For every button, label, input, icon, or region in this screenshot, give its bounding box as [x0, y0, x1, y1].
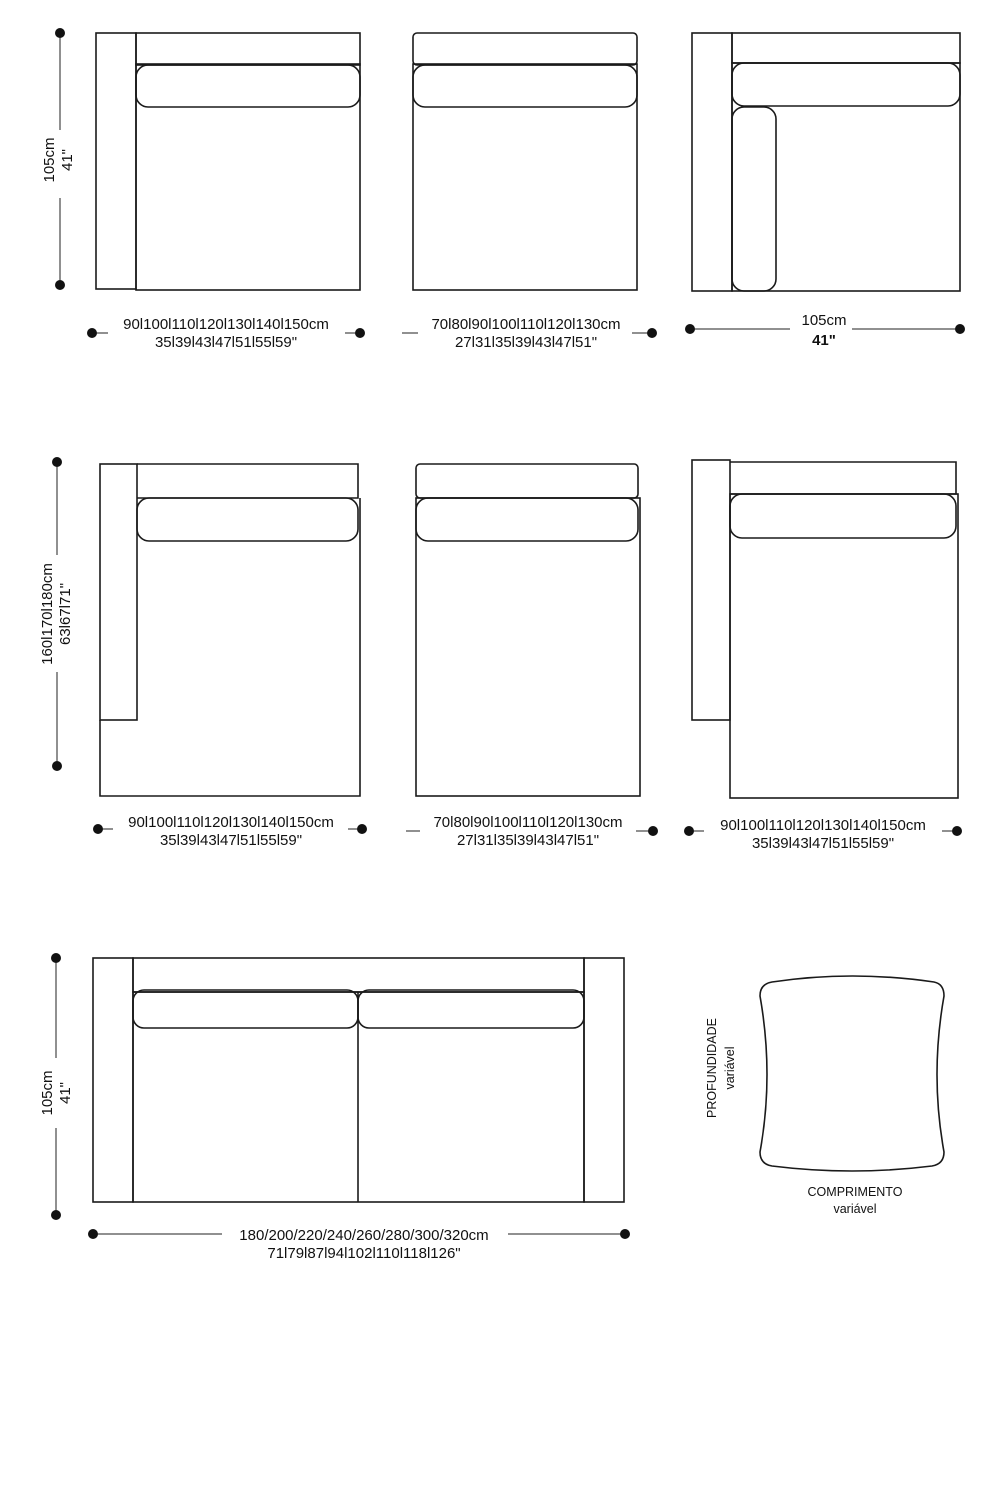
- length-label: COMPRIMENTO: [807, 1185, 903, 1199]
- width-dimension-5: [406, 814, 658, 849]
- back-cushion: [730, 494, 956, 538]
- seat-frame: [413, 64, 637, 290]
- seat-frame: [732, 63, 960, 291]
- module-pouf: [705, 976, 944, 1216]
- height-cm-label: 105cm: [39, 1070, 56, 1116]
- width-dimension-2: [402, 316, 657, 351]
- back-cushion: [732, 63, 960, 106]
- width-in-label: 35l39l43l47l51l55l59": [751, 835, 895, 852]
- height-in-label: 41": [57, 1081, 74, 1105]
- side-back: [692, 33, 732, 291]
- backrest: [133, 958, 584, 992]
- width-cm-label: 90l100l110l120l130l140l150cm: [123, 316, 329, 333]
- armrest: [692, 460, 730, 720]
- height-dimension-1: [41, 28, 76, 290]
- width-in-label: 35l39l43l47l51l55l59": [154, 334, 298, 351]
- depth-label: PROFUNDIDADE: [705, 1017, 719, 1119]
- backrest: [730, 462, 956, 494]
- chaise-frame: [416, 498, 640, 796]
- height-dimension-4: [39, 457, 74, 771]
- module-right-chaise: [692, 460, 958, 798]
- height-dimension-7: [39, 953, 74, 1220]
- width-dimension-3: [685, 312, 965, 349]
- module-corner: [692, 33, 960, 291]
- width-in-label: 35l39l43l47l51l55l59": [159, 832, 303, 849]
- height-cm-label: 105cm: [41, 137, 58, 183]
- height-in-label: 41": [59, 148, 76, 172]
- pouf-outline: [760, 976, 944, 1171]
- back-cushion-left: [133, 990, 358, 1028]
- width-cm-label: 70l80l90l100l110l120l130cm: [431, 316, 621, 333]
- width-dimension-7: [88, 1227, 630, 1262]
- module-left-arm: [96, 33, 360, 290]
- width-cm-label: 180/200/220/240/260/280/300/320cm: [239, 1227, 489, 1244]
- width-dimension-6: [684, 817, 962, 852]
- backrest: [732, 33, 960, 63]
- width-in-label: 27l31l35l39l43l47l51": [454, 334, 598, 351]
- module-left-chaise: [100, 464, 360, 796]
- module-sofa: [93, 958, 624, 1202]
- back-cushion: [136, 65, 360, 107]
- width-cm-label: 90l100l110l120l130l140l150cm: [720, 817, 926, 834]
- length-value: variável: [833, 1202, 877, 1216]
- back-cushion-right: [358, 990, 584, 1028]
- height-in-label: 63l67l71": [57, 582, 74, 646]
- width-in-label: 41": [812, 332, 836, 349]
- depth-value: variável: [723, 1046, 737, 1090]
- width-cm-label: 70l80l90l100l110l120l130cm: [433, 814, 623, 831]
- side-cushion: [732, 107, 776, 291]
- backrest: [416, 464, 638, 498]
- backrest: [413, 33, 637, 65]
- width-cm-label: 90l100l110l120l130l140l150cm: [128, 814, 334, 831]
- width-cm-label: 105cm: [801, 312, 847, 329]
- module-armless: [413, 33, 637, 290]
- back-cushion: [413, 65, 637, 107]
- seat-frame: [136, 64, 360, 290]
- width-in-label: 71l79l87l94l102l110l118l126": [267, 1245, 461, 1262]
- chaise-frame: [730, 494, 958, 798]
- chaise-frame: [100, 498, 360, 796]
- width-dimension-1: [87, 316, 365, 351]
- module-armless-chaise: [416, 464, 640, 796]
- left-armrest: [93, 958, 133, 1202]
- right-armrest: [584, 958, 624, 1202]
- height-cm-label: 160l170l180cm: [39, 563, 56, 665]
- backrest: [136, 33, 360, 65]
- width-dimension-4: [93, 814, 367, 849]
- armrest: [96, 33, 136, 289]
- width-in-label: 27l31l35l39l43l47l51": [456, 832, 600, 849]
- backrest: [137, 464, 358, 498]
- back-cushion: [416, 498, 638, 541]
- armrest: [100, 464, 137, 720]
- back-cushion: [137, 498, 358, 541]
